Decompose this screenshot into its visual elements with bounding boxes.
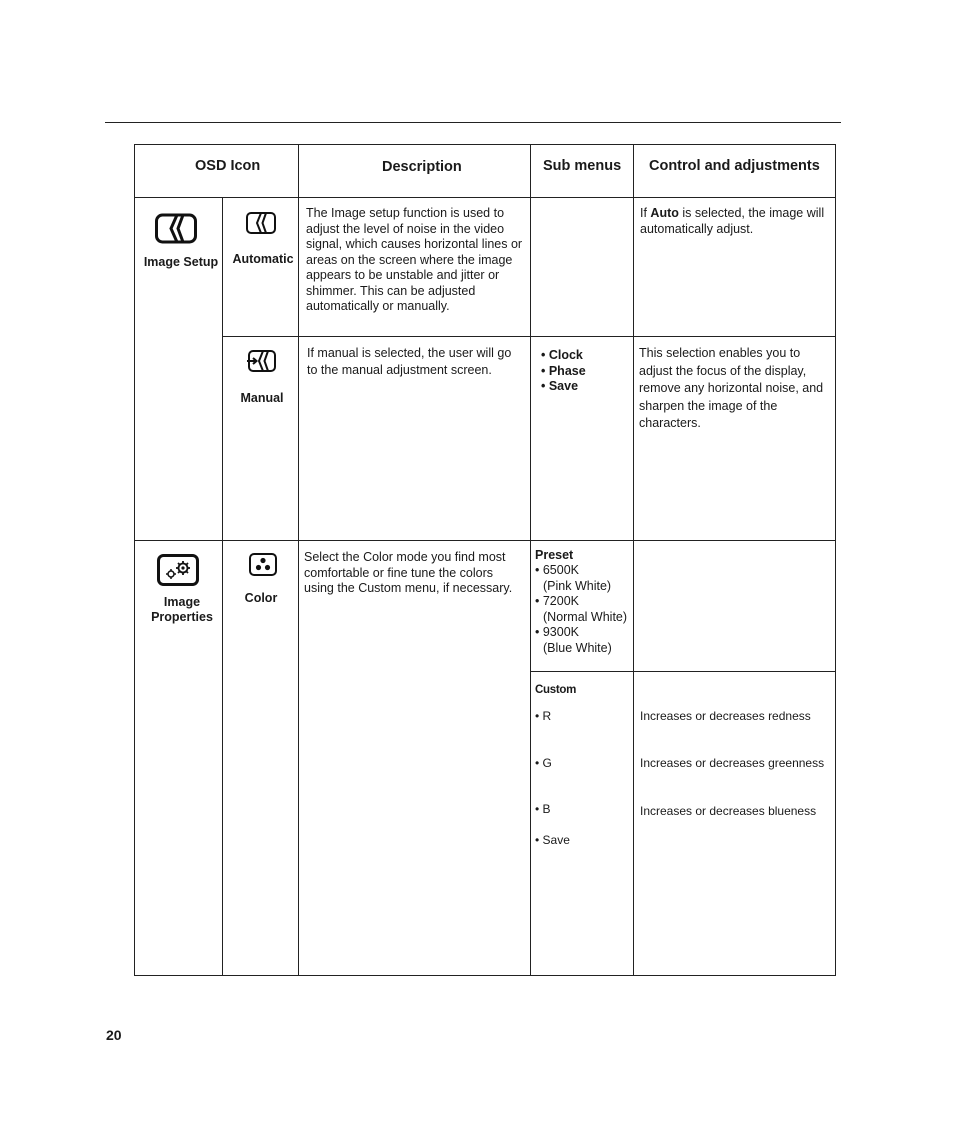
control-redness: Increases or decreases redness: [640, 709, 811, 723]
preset-list: [535, 563, 631, 656]
manual-label: Manual: [240, 391, 284, 405]
row-divider: [134, 197, 836, 198]
control-text: is selected, the image will automatically adjust.: [640, 206, 825, 236]
manual-sub-menu-list: [541, 348, 629, 395]
auto-keyword: Auto: [650, 206, 679, 220]
image-setup-label: Image Setup: [143, 255, 219, 269]
custom-title: Custom: [535, 684, 577, 696]
preset-item: • 9300K: [535, 625, 579, 639]
image-properties-icon: [157, 554, 199, 586]
header-control: Control and adjustments: [649, 158, 820, 174]
automatic-control: [640, 206, 830, 237]
control-blueness: Increases or decreases blueness: [640, 804, 817, 818]
custom-item-b: • B: [535, 802, 551, 816]
col-divider: [222, 197, 223, 976]
row-divider: [222, 336, 836, 337]
manual-icon: [246, 349, 276, 373]
page-number: 20: [106, 1027, 122, 1043]
color-label: Color: [244, 591, 278, 605]
sub-menu-phase: • Phase: [541, 363, 586, 378]
sub-menu-clock: • Clock: [541, 348, 583, 362]
custom-item-save: • Save: [535, 833, 570, 847]
col-divider: [298, 144, 299, 976]
automatic-label: Automatic: [232, 252, 294, 266]
col-divider: [633, 144, 634, 976]
image-properties-label: Image Properties: [151, 595, 213, 624]
image-setup-icon: [155, 212, 197, 246]
header-rule: [105, 122, 841, 123]
manual-description: If manual is selected, the user will go to the manual adjustment screen.: [307, 346, 512, 377]
preset-item: • 6500K: [535, 563, 579, 577]
control-greenness: Increases or decreases greenness: [640, 756, 825, 770]
preset-note: (Pink White): [543, 578, 612, 593]
header-sub-menus: Sub menus: [543, 158, 622, 174]
color-description: Select the Color mode you find most comfortable or fine tune the colors using the Custom menu, if necessary.: [304, 550, 513, 595]
preset-title: Preset: [535, 548, 574, 562]
manual-control: This selection enables you to adjust the focus of the display, remove any horizontal noise, and sharpen the image of the characters.: [639, 346, 824, 430]
header-description: Description: [382, 159, 462, 175]
row-divider: [530, 671, 836, 672]
col-divider: [530, 144, 531, 976]
preset-note: (Blue White): [543, 640, 612, 655]
row-divider: [134, 540, 836, 541]
custom-item-g: • G: [535, 756, 552, 770]
control-text: If: [640, 206, 651, 220]
preset-item: • 7200K: [535, 594, 579, 608]
automatic-icon: [246, 211, 276, 235]
color-icon: [249, 553, 277, 577]
header-osd-icon: OSD Icon: [195, 158, 261, 174]
custom-item-r: • R: [535, 709, 552, 723]
preset-note: (Normal White): [543, 609, 628, 624]
sub-menu-save: • Save: [541, 379, 579, 393]
automatic-description: The Image setup function is used to adjust the level of noise in the video signal, which causes horizontal lines or areas on the screen where the image appears to be unstable and jitter or shimmer. This can be adjusted automatically or manually.: [306, 206, 523, 313]
